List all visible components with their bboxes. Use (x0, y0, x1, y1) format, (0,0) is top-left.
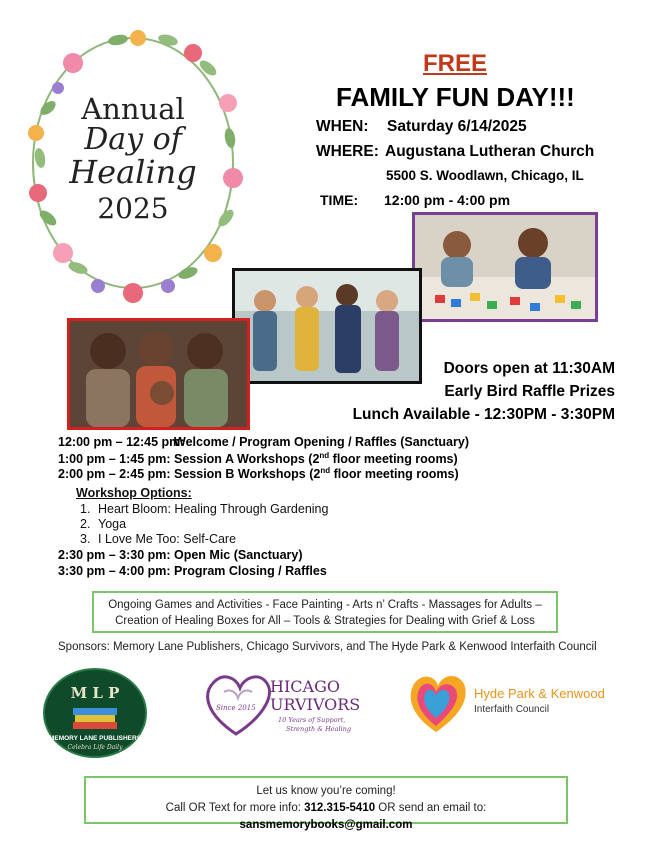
hyde-park-kenwood-logo (404, 670, 616, 736)
when-row (316, 118, 527, 136)
schedule-event: Session B Workshops (2 (174, 467, 321, 482)
workshop-item (80, 502, 328, 516)
schedule-row (58, 548, 303, 562)
rsvp-text: Let us know you’re coming! (256, 785, 396, 797)
photo-toddlers-playing (412, 212, 598, 322)
schedule-time: 1:00 pm – 1:45 pm: (58, 452, 171, 467)
wreath-graphic (18, 18, 248, 308)
time-value: 12:00 pm - 4:00 pm (384, 192, 511, 208)
schedule-event: Open Mic (Sanctuary) (174, 548, 303, 562)
phone-number[interactable]: 312.315-5410 (304, 802, 376, 814)
contact-line (86, 800, 566, 834)
where-label: WHERE: (316, 143, 379, 160)
memory-lane-publishers-logo (43, 668, 147, 758)
workshop-label: Heart Bloom: Healing Through Gardening (98, 502, 329, 516)
doors-open-text: Doors open at 11:30AM (443, 360, 615, 377)
activities-line-1: Ongoing Games and Activities - Face Painting - Arts n’ Crafts - Massages for Adults – (108, 599, 542, 611)
chicago-survivors-heart-icon (200, 670, 366, 740)
time-row (320, 192, 510, 208)
mlp-letters: M L P (70, 684, 120, 702)
schedule-time: 2:00 pm – 2:45 pm: (58, 467, 171, 482)
ordinal-suffix: nd (320, 466, 331, 475)
when-value: Saturday 6/14/2025 (387, 118, 527, 135)
hyde-park-heart-icon (404, 670, 616, 736)
strength-text: Strength & Healing (286, 725, 351, 733)
workshop-label: I Love Me Too: Self-Care (98, 532, 237, 546)
contact-box (84, 776, 568, 831)
ordinal-suffix: nd (319, 451, 330, 460)
mlp-name: MEMORY LANE PUBLISHERS (48, 735, 142, 742)
interfaith-council: Interfaith Council (474, 704, 550, 715)
hyde-park-name: Hyde Park & Kenwood (474, 686, 605, 701)
chicago-survivors-logo (200, 670, 366, 740)
email-link[interactable]: sansmemorybooks@gmail.com (239, 819, 413, 831)
schedule-event: Session A Workshops (2 (174, 452, 320, 467)
wreath-line-annual: Annual (81, 92, 185, 126)
workshop-options-heading: Workshop Options: (76, 486, 192, 500)
mlp-tagline: Celebra Life Daily (67, 744, 123, 751)
family-photo-icon (70, 321, 247, 427)
workshop-number: 1. (80, 502, 91, 516)
schedule-row (58, 564, 327, 578)
where-row (316, 143, 594, 161)
survivors-word: URVIVORS (270, 695, 361, 714)
support-text: 10 Years of Support, (278, 716, 346, 724)
workshop-item (80, 517, 126, 531)
activities-line-2: Creation of Healing Boxes for All – Tools & Strategies for Dealing with Grief & Loss (115, 615, 535, 627)
workshop-number: 2. (80, 517, 91, 531)
workshop-number: 3. (80, 532, 91, 546)
teens-photo-icon (235, 271, 419, 381)
free-label: FREE (422, 50, 487, 77)
schedule-event: Program Closing / Raffles (174, 564, 327, 578)
schedule-event: Welcome / Program Opening / Raffles (Sanctuary) (174, 435, 469, 449)
schedule-time: 2:30 pm – 3:30 pm: (58, 548, 171, 562)
schedule-event-rest: floor meeting rooms) (329, 452, 458, 467)
lunch-text: Lunch Available - 12:30PM - 3:30PM (352, 406, 615, 423)
schedule-row (58, 466, 459, 481)
photo-teens-walking (232, 268, 422, 384)
schedule-time: 12:00 pm – 12:45 pm: (58, 435, 185, 449)
address: 5500 S. Woodlawn, Chicago, IL (386, 168, 584, 183)
contact-middle: OR send an email to: (375, 802, 487, 814)
schedule-row (58, 451, 458, 466)
wreath-line-day-of: Day of (84, 122, 182, 158)
schedule-event-rest: floor meeting rooms) (330, 467, 459, 482)
mlp-logo-icon (43, 668, 147, 758)
workshop-label: Yoga (98, 517, 127, 531)
wreath-line-year: 2025 (97, 191, 169, 225)
wreath-line-healing: Healing (69, 152, 197, 191)
chicago-word: HICAGO (270, 677, 340, 696)
activities-box (92, 591, 558, 633)
time-label: TIME: (320, 192, 359, 208)
workshop-item (80, 532, 236, 546)
raffle-text: Early Bird Raffle Prizes (444, 383, 615, 400)
event-title: FAMILY FUN DAY!!! (336, 82, 575, 112)
when-label: WHEN: (316, 118, 369, 135)
schedule-time: 3:30 pm – 4:00 pm: (58, 564, 171, 578)
schedule-row (58, 435, 469, 449)
since-text: Since 2015 (216, 704, 256, 712)
toddlers-photo-icon (415, 215, 595, 319)
wreath-title (18, 94, 248, 223)
contact-prefix: Call OR Text for more info: (165, 802, 305, 814)
sponsors-text: Sponsors: Memory Lane Publishers, Chicago Survivors, and The Hyde Park & Kenwood Interfaith Council (58, 641, 597, 653)
photo-family-group (67, 318, 250, 430)
where-value: Augustana Lutheran Church (385, 143, 595, 160)
